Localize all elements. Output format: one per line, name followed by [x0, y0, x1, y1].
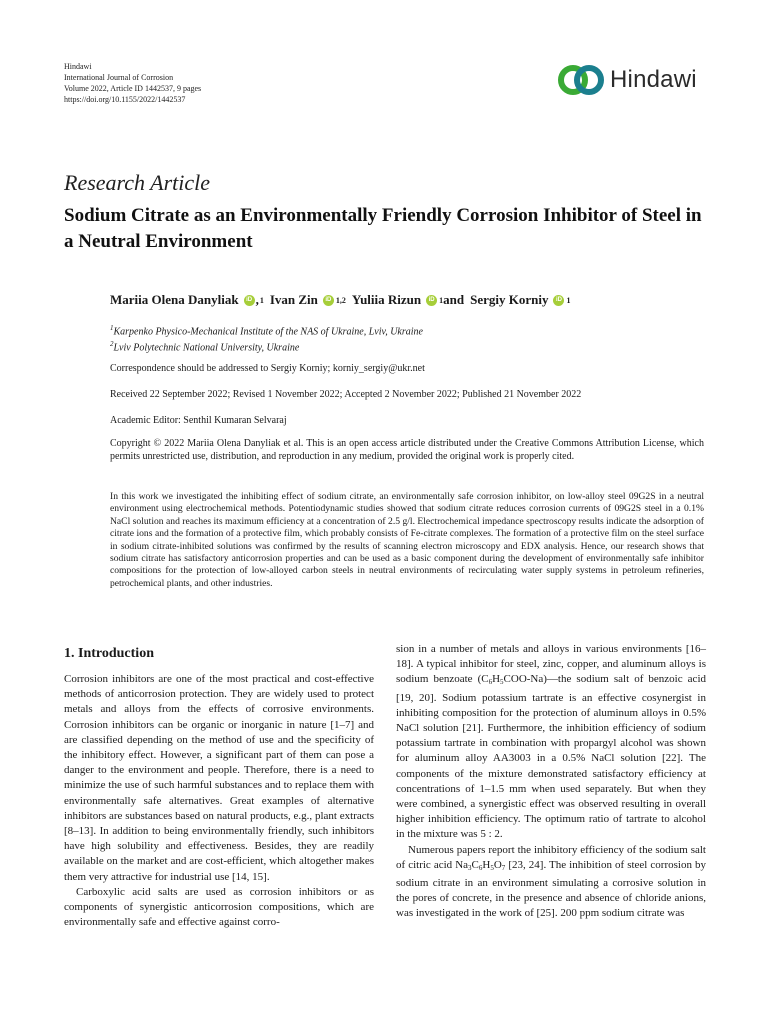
author-name[interactable]: Yuliia Rizun [351, 292, 422, 307]
publication-dates: Received 22 September 2022; Revised 1 November 2022; Accepted 2 November 2022; Published 21 November 2022 [110, 389, 582, 400]
author-affiliation-number: 1,2 [335, 295, 346, 305]
affiliations [110, 322, 423, 355]
author-name[interactable]: Ivan Zin [269, 292, 318, 307]
copyright-notice: Copyright © 2022 Mariia Olena Danyliak et al. This is an open access article distributed under the Creative Commons Attribution License, which permits unrestricted use, distribution, and reproduction in any medium, provided the original work is properly cited. [110, 438, 704, 462]
orcid-icon[interactable]: iD [244, 295, 255, 306]
paper-title: Sodium Citrate as an Environmentally Friendly Corrosion Inhibitor of Steel in a Neutral Environment [64, 205, 702, 252]
correspondence: Correspondence should be addressed to Sergiy Korniy; korniy_sergiy@ukr.net [110, 363, 425, 374]
affiliation-item: $^2$Lviv Polytechnic National University, Ukraine [110, 340, 300, 354]
author-affiliation-number: 1 [439, 295, 444, 305]
orcid-icon[interactable]: iD [323, 295, 334, 306]
abstract: In this work we investigated the inhibiting effect of sodium citrate, an environmentally safe corrosion inhibitor, on low-alloy steel 09G2S in a neutral environment using electrochemical methods. Potentiodynamic studies showed that sodium citrate reduces corrosion currents of 09G2S steel in a 0.1% NaCl solution and reaches its maximum efficiency at a concentration of 2.5 g/l. Electrochemical impedance spectroscopy results indicate the adsorption of citrate ions and the formation of a protective film, which probably consists of Fe-citrate complexes. The formation of a protective film on the steel surface in sodium citrate-inhibited solutions was confirmed by the results of scanning electron microscopy and EDX analysis. Hence, our research shows that sodium citrate has satisfactory anticorrosion properties and can be used as a basic component during the development of environmentally safe inhibitor compositions for the protection of low-alloyed carbon steels in neutral environments of recirculating water supply systems in petroleum refineries, petrochemical plants, and other industries. [110, 491, 704, 589]
paragraph: sion in a number of metals and alloys in various environments [16–18]. A typical inhibitor for steel, zinc, copper, and aluminum alloys is sodium benzoate $(C_6H_5COO-Na)—the$ sodium salt of benzoic acid [19, 20]. Sodium potassium tartrate is an effective cosynergist in inhibiting composition for the protection of aluminum alloys in 0.5% NaCl solution [21]. Furthermore, the inhibition efficiency of sodium potassium tartrate in combination with propargyl alcohol was shown for aluminum alloy AA3003 in a 0.5% NaCl solution [22]. The components of the mixture demonstrated satisfactory efficiency at concentrations of 1–1.5 mm when used separately. But when they were combined, a synergistic effect was observed resulting in overall higher inhibition efficiency. The optimum ratio of tartrate to alcohol in the mixture was 5 : 2. [396, 643, 706, 841]
paragraph: Carboxylic acid salts are used as corrosion inhibitors or as components of synergistic anticorrosion compositions, which are environmentally safe and effective against corro- [64, 885, 374, 929]
orcid-icon[interactable]: iD [553, 295, 564, 306]
paragraph: Corrosion inhibitors are one of the most practical and cost-effective methods of anticorrosion protection. They are widely used to protect metals and alloys from the effects of corrosive environments. Corrosion inhibitors can be organic or inorganic in nature [1–7] and are classified depending on the method of use and the specificity of the inhibitory effect. However, a significant part of them can pose a danger to the environment and people. Therefore, there is a need to minimize the use of such harmful substances and to replace them with environmentally safe alternatives. Great examples of alternative inhibitors are substances based on natural products, e.g., plant extracts [8–13]. In addition to being environmentally friendly, such inhibitors have high solubility and effectiveness. Besides, they are readily available on the market and are cost-efficient, which altogether makes them very attractive for industrial use [14, 15]. [64, 673, 374, 883]
article-type: Research Article [64, 170, 211, 195]
author-affiliation-number: 1 [259, 295, 264, 305]
publisher-name: Hindawi [64, 62, 92, 71]
affiliation-item: $^1$Karpenko Physico-Mechanical Institute of the NAS of Ukraine, Lviv, Ukraine [110, 324, 423, 338]
volume-info: Volume 2022, Article ID 1442537, 9 pages [64, 84, 202, 93]
right-column [396, 642, 706, 922]
author-name[interactable]: Mariia Olena Danyliak [110, 292, 239, 307]
hindawi-logo-icon [556, 63, 606, 97]
paragraph: Numerous papers report the inhibitory efficiency of the sodium salt of citric acid $Na_3C_6H_5O_7$ [23, 24]. The inhibition of steel corrosion by sodium citrate in an environment simulating a corrosive solution in the pores of concrete, in the presence and absence of chloride anions, was investigated in the work of [25]. 200 ppm sodium citrate was [396, 843, 706, 920]
logo-text: Hindawi [610, 66, 697, 93]
author-name[interactable]: Sergiy Korniy [470, 292, 549, 307]
doi-link[interactable]: https://doi.org/10.1155/2022/1442537 [64, 95, 186, 104]
author-separator: and [443, 292, 465, 307]
section-heading: 1. Introduction [64, 646, 154, 661]
author-list [110, 292, 570, 308]
journal-info [64, 61, 201, 105]
orcid-icon[interactable]: iD [426, 295, 437, 306]
left-column [64, 672, 374, 930]
academic-editor: Academic Editor: Senthil Kumaran Selvaraj [110, 415, 287, 426]
author-separator: , [255, 292, 259, 307]
hindawi-logo[interactable] [556, 63, 697, 97]
author-affiliation-number: 1 [566, 295, 571, 305]
journal-name: International Journal of Corrosion [64, 73, 174, 82]
